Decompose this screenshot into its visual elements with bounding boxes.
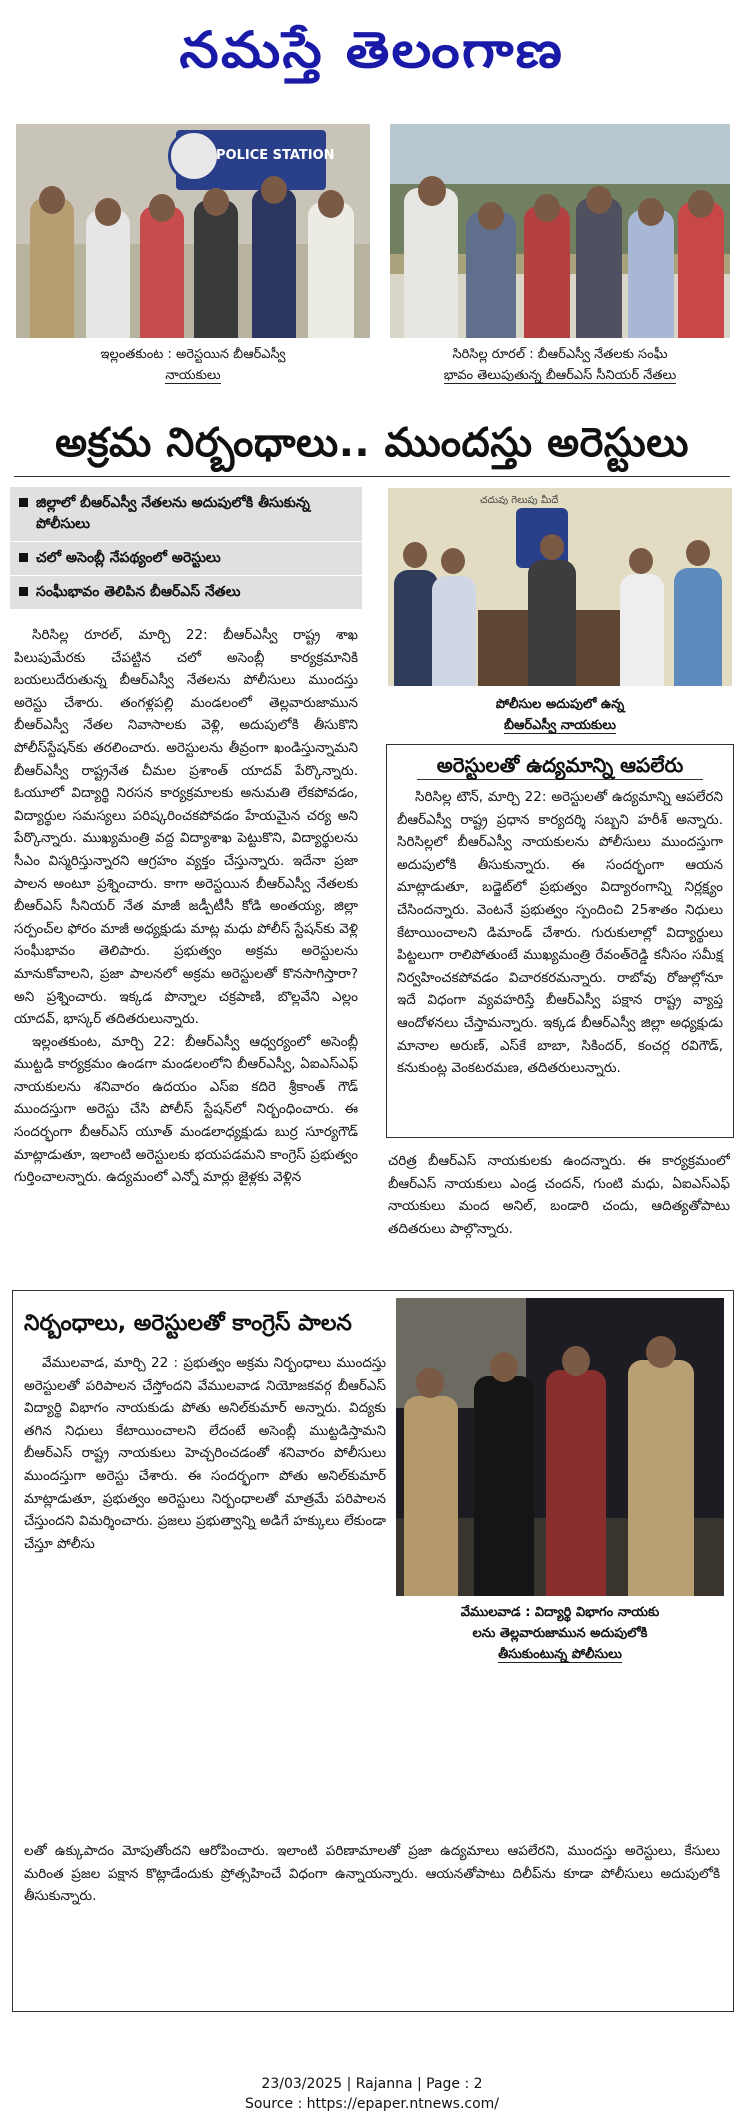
right-story-body: సిరిసిల్ల టౌన్, మార్చి 22: అరెస్టులతో ఉద్యమాన్ని ఆపలేరని బీఆర్ఎస్వీ రాష్ట్ర ప్రధాన కార్యదర్శి సబ్బని హరీశ్ అన్నారు. సిరిసిల్లలో బీఆర్ఎస్వీ నాయకులను పోలీసులు ముందస్తుగా అదుపులోకి తీసుకున్నారు. ఈ సందర్భంగా ఆయన మాట్లాడుతూ, బడ్జెట్‌లో ప్రభుత్వం విద్యారంగాన్ని నిర్లక్ష్యం చేసిందన్నారు. వెంటనే ప్రభుత్వం స్పందించి 25శాతం నిధులు కేటాయించాలని డిమాండ్ చేశారు. గురుకులాల్లో విద్యార్థులు పిట్టలుగా రాలిపోతుంటే ముఖ్యమంత్రి రేవంత్‌రెడ్డి కనీసం సమీక్ష నిర్వహించకపోవడం విచారకరమన్నారు. రాబోవు రోజుల్లోనూ ఇదే విధంగా వ్యవహరిస్తే బీఆర్ఎస్వీ పక్షాన రాష్ట్ర వ్యాప్త ఆందోళనలు చేస్తామన్నారు. ఇక్కడ బీఆర్ఎస్వీ జిల్లా అధ్యక్షుడు మానాల అరుణ్, ఎస్‌కే బాబా, సికిందర్, కంచర్ల రవిగౌడ్, కనుకుంట్ల వెంకటరమణ, తదితరులున్నారు. — [397, 789, 723, 1077]
headline-rule — [14, 476, 730, 477]
left-paragraph-1: సిరిసిల్ల రూరల్, మార్చి 22: బీఆర్ఎస్వీ రాష్ట్ర శాఖ పిలుపుమేరకు చేపట్టిన చలో అసెంబ్లీ కార్యక్రమానికి బయలుదేరుతున్న బీఆర్ఎస్వీ నేతలను పోలీసులు ముందస్తు అరెస్టు చేశారు. తంగళ్లపల్లి మండలంలో తెల్లవారుజామున బీఆర్ఎస్వీ నేతల నివాసాలకు వెళ్లి, అదుపులోకి తీసుకొని పోలీస్‌స్టేషన్‌కు తరలించారు. అరెస్టులను తీవ్రంగా ఖండిస్తున్నామని బీఆర్ఎస్వీ రాష్ట్రనేత చీమల ప్రశాంత్ యాదవ్ పేర్కొన్నారు. ఓయూలో విద్యార్థి నిరసన కార్యక్రమాలకు అనుమతి లేకపోవడం, విద్యార్థుల సమస్యలు పరిష్కరించకపోవడం హేయమైన చర్య అని పేర్కొన్నారు. ముఖ్యమంత్రి వద్ద విద్యాశాఖ పెట్టుకొని, విద్యార్థులను సీఎం విస్మరిస్తున్నారని ఆగ్రహం వ్యక్తం చేస్తున్నారు. ఇదేనా ప్రజా పాలన అంటూ ప్రశ్నించారు. కాగా అరెస్టయిన బీఆర్ఎస్వీ నేతలకు బీఆర్ఎస్ సీనియర్ నేత మాజీ జడ్పీటీసీ కోడి అంతయ్య, జిల్లా సర్పంచ్‌ల ఫోరం మాజీ అధ్యక్షుడు మాట్ల మధు పోలీస్ స్టేషన్‌కు వెళ్లి సంఘీభావం తెలిపారు. ప్రభుత్వం అక్రమ అరెస్టులను మానుకోవాలని, ప్రజా పాలనలో అక్రమ అరెస్టులతో కొనసాగిస్తారా? అని ప్రశ్నించారు. ఇక్కడ పొన్నాల చక్రపాణి, బొల్లవేని ఎల్లం యాదవ్, భాస్కర్ తదితరులున్నారు. — [14, 627, 358, 1028]
newspaper-logo: నమస్తే తెలంగాణ — [179, 21, 565, 79]
bottom-story-col-1: వేములవాడ, మార్చి 22 : ప్రభుత్వం అక్రమ నిర్బంధాలు ముందస్తు అరెస్టులతో పరిపాలన చేస్తోందని వేములవాడ నియోజకవర్గ బీఆర్ఎస్ విద్యార్థి విభాగం నాయకుడు పోతు అనిల్‌కుమార్ అన్నారు. విద్యకు తగిన నిధులు కేటాయించాలని లేదంటే అసెంబ్లీ ముట్టడిస్తామని బీఆర్ఎస్ రాష్ట్ర నాయకులు హెచ్చరించడంతో శనివారం పోలీసులు ముందస్తుగా అరెస్టు చేశారు. ఈ సందర్భంగా పోతు అనిల్‌కుమార్ మాట్లాడుతూ, ప్రభుత్వం అరెస్టులు నిర్బంధాలతో మాత్రమే పరిపాలన చేస్తుందని విమర్శించారు. ప్రజలు ప్రభుత్వాన్ని అడిగే హక్కులు లేకుండా చేస్తూ పోలీసు — [24, 1355, 386, 1552]
right-story-subhead: అరెస్టులతో ఉద్యమాన్ని ఆపలేరు — [417, 751, 703, 780]
bullet-icon — [19, 587, 28, 596]
bottom-story-col-2: లతో ఉక్కుపాదం మోపుతోందని ఆరోపించారు. ఇలాంటి పరిణామాలతో ప్రజా ఉద్యమాలు ఆపలేరని, ముందస్తు అరెస్టులు, కేసులు మరింత ప్రజల పక్షాన కొట్లాడేందుకు ప్రోత్సహించే విధంగా ఉన్నాయన్నారు. ఆయనతోపాటు దిలీప్‌ను కూడా పోలీసులు అదుపులోకి తీసుకున్నారు. — [24, 1843, 720, 1905]
left-paragraph-2: ఇల్లంతకుంట, మార్చి 22: బీఆర్ఎస్వీ ఆధ్వర్యంలో అసెంబ్లీ ముట్టడి కార్యక్రమం ఉండగా మండలంలోని బీఆర్ఎస్వీ, ఏఐఎస్ఎఫ్ నాయకులను శనివారం ఉదయం ఎస్ఐ కదిరె శ్రీకాంత్ గౌడ్ ముందస్తుగా అరెస్టు చేసి పోలీస్ స్టేషన్‌లో నిర్బంధించారు. ఈ సందర్భంగా బీఆర్ఎస్ యూత్ మండలాధ్యక్షుడు బుర్ర సూర్యగౌడ్ మాట్లాడుతూ, ఇలాంటి అరెస్టులకు భయపడమని కాంగ్రెస్ ప్రభుత్వం గుర్తించాలన్నారు. ఉద్యమంలో ఎన్నో మార్లు జైళ్లకు వెళ్లిన — [14, 1033, 358, 1186]
footer-date-page: 23/03/2025 | Rajanna | Page : 2 — [261, 2076, 483, 2092]
photo-vemulawada-arrest — [396, 1298, 724, 1596]
bottom-story-subhead: నిర్బంధాలు, అరెస్టులతో కాంగ్రెస్ పాలన — [24, 1311, 352, 1336]
caption-bottom-right: వేములవాడ : విద్యార్థి విభాగం నాయకు లను తెల్లవారుజామున అదుపులోకి తీసుకుంటున్న పోలీసులు — [460, 1605, 660, 1662]
highlight-item: సంఘీభావం తెలిపిన బీఆర్ఎస్ నేతలు — [10, 575, 362, 609]
police-station-sign: POLICE STATION — [216, 148, 335, 163]
caption-top-right: సిరిసిల్ల రూరల్ : బీఆర్ఎస్వీ నేతలకు సంఘీ భావం తెలుపుతున్న బీఆర్ఎస్ సీనియర్ నేతలు — [443, 347, 677, 383]
main-headline: అక్రమ నిర్బంధాలు.. ముందస్తు అరెస్టులు — [55, 420, 689, 466]
highlight-item: జిల్లాలో బీఆర్ఎస్వీ నేతలను అదుపులోకి తీసుకున్న పోలీసులు — [10, 486, 362, 541]
highlights-box — [10, 486, 362, 609]
photo-sircilla-rural — [390, 124, 730, 338]
footer-source-link[interactable]: Source : https://epaper.ntnews.com/ — [244, 2096, 500, 2112]
bullet-icon — [19, 498, 28, 507]
masthead — [0, 0, 744, 100]
photo-illanthakunta — [16, 124, 370, 338]
page-footer — [0, 2074, 744, 2114]
left-column — [14, 624, 358, 1274]
wall-sign: చదువు గెలుపు మీదే — [480, 495, 559, 506]
caption-top-left: ఇల్లంతకుంట : అరెస్టయిన బీఆర్ఎస్వీ నాయకులు — [100, 347, 286, 383]
caption-mid-right: పోలీసుల అదుపులో ఉన్న బీఆర్ఎస్వీ నాయకులు — [495, 697, 625, 733]
bullet-icon — [19, 553, 28, 562]
right-story-box — [386, 744, 734, 1138]
photo-police-custody — [388, 488, 732, 686]
continuation-text: చరిత్ర బీఆర్ఎస్ నాయకులకు ఉందన్నారు. ఈ కార్యక్రమంలో బీఆర్ఎస్ నాయకులు ఎండ్ర చందన్, గుంటి మధు, ఏఐఎస్ఎఫ్ నాయకులు మంద అనిల్, బండారి చందు, ఆదిత్యతోపాటు తదితరులు పాల్గొన్నారు. — [388, 1153, 730, 1237]
highlight-item: చలో అసెంబ్లీ నేపథ్యంలో అరెస్టులు — [10, 541, 362, 575]
